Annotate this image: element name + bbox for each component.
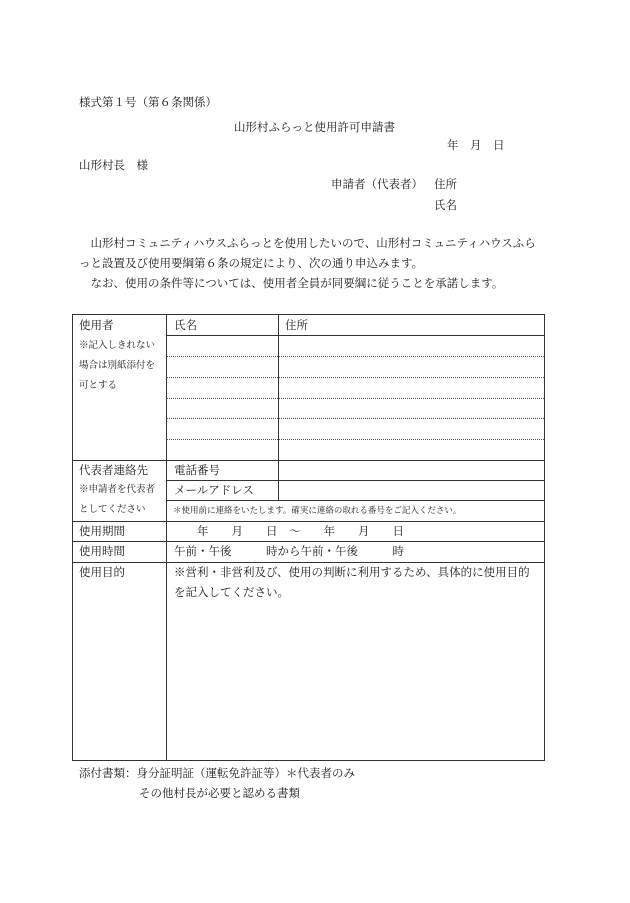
time-label: 使用時間 — [79, 544, 125, 558]
addressee: 山形村長 様 — [79, 158, 148, 172]
time-value[interactable]: 午前・午後 時から午前・午後 時 — [174, 544, 404, 558]
purpose-label: 使用目的 — [79, 565, 125, 579]
purpose-instruction: を記入してください。 — [174, 585, 289, 599]
contact-note: としてください — [79, 504, 146, 515]
email-label: メールアドレス — [174, 483, 254, 497]
row-line — [166, 377, 544, 378]
name-label: 氏名 — [434, 198, 457, 212]
phone-label: 電話番号 — [174, 463, 220, 477]
applicant-label: 申請者（代表者） — [331, 177, 423, 191]
row-line — [166, 356, 544, 357]
body-paragraph-line-1: 山形村コミュニティハウスふらっとを使用したいので、山形村コミュニティハウスふら — [79, 236, 536, 250]
section-line — [73, 541, 544, 542]
users-note: ※記入しきれない — [79, 340, 156, 351]
users-label: 使用者 — [79, 318, 114, 332]
row-line — [166, 418, 544, 419]
section-line — [73, 460, 544, 461]
address-label: 住所 — [434, 177, 457, 191]
users-note: 可とする — [79, 380, 118, 391]
contact-note: ※申請者を代表者 — [79, 484, 156, 495]
section-line — [73, 562, 544, 563]
contact-label: 代表者連絡先 — [79, 463, 148, 477]
contact-notice: ＊使用前に連絡をいたします。確実に連絡の取れる番号をご記入ください。 — [173, 506, 462, 516]
column-header-name: 氏名 — [174, 318, 197, 332]
body-paragraph-line-2: っと設置及び使用要綱第６条の規定により、次の通り申込みます。 — [79, 256, 424, 270]
form-number-label: 様式第１号（第６条関係） — [79, 95, 217, 109]
period-value[interactable]: 年 月 日 ～ 年 月 日 — [197, 524, 404, 538]
row-line — [166, 500, 544, 501]
row-line — [166, 439, 544, 440]
body-paragraph-line-3: なお、使用の条件等については、使用者全員が同要綱に従うことを承諾します。 — [79, 276, 504, 290]
attachments-line-2: その他村長が必要と認める書類 — [139, 786, 300, 800]
column-header-address: 住所 — [285, 318, 308, 332]
row-line — [166, 398, 544, 399]
document-title: 山形村ふらっと使用許可申請書 — [234, 120, 395, 134]
application-table — [72, 314, 545, 761]
row-line — [166, 480, 544, 481]
date-field[interactable]: 年 月 日 — [447, 138, 505, 152]
purpose-instruction: ※営利・非営利及び、使用の判断に利用するため、具体的に使用目的 — [174, 565, 530, 579]
period-label: 使用期間 — [79, 524, 125, 538]
section-line — [73, 521, 544, 522]
attachments-line-1: 添付書類：身分証明証（運転免許証等）＊代表者のみ — [79, 766, 355, 780]
col-divider-1 — [166, 315, 167, 760]
users-note: 場合は別紙添付を — [79, 360, 156, 371]
row-line — [166, 335, 544, 336]
